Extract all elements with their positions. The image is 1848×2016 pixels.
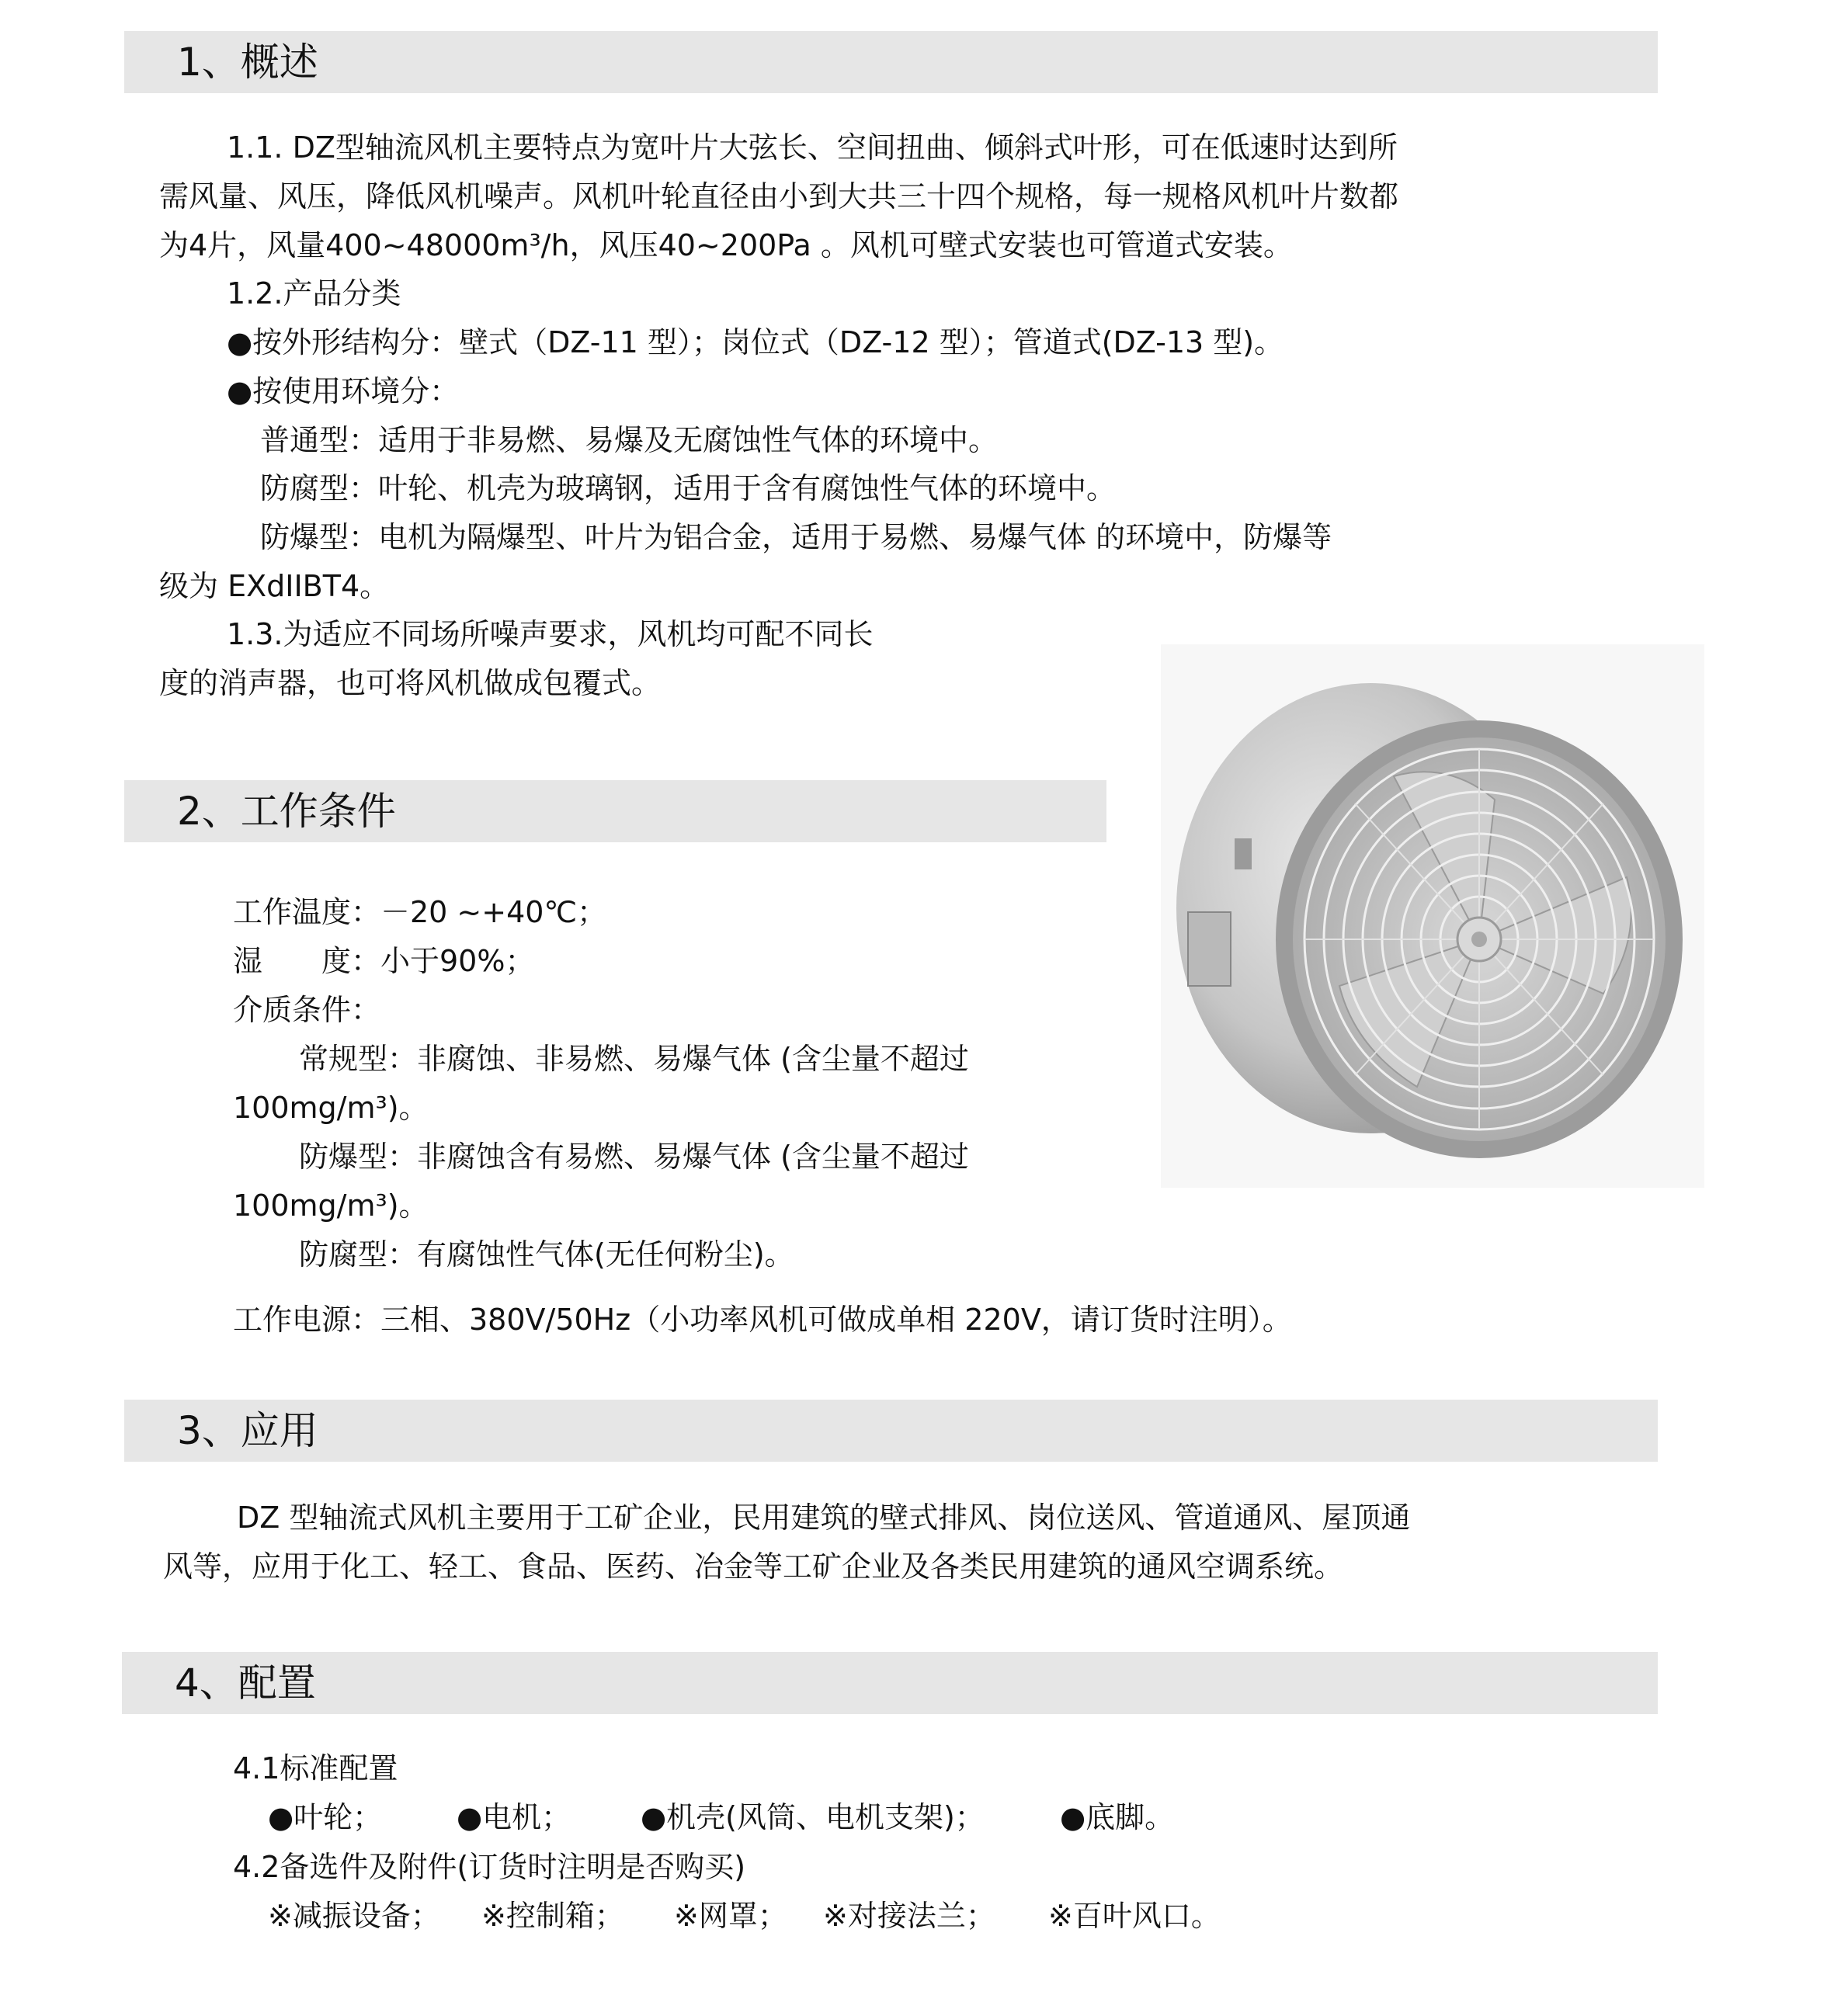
medium-corrosive: 防腐型：有腐蚀性气体(无任何粉尘)。 <box>299 1237 794 1272</box>
optional-item-guard: ※网罩； <box>674 1899 787 1933</box>
type-normal: 普通型：适用于非易燃、易爆及无腐蚀性气体的环境中。 <box>260 423 999 457</box>
optional-item-flange: ※对接法兰； <box>823 1899 995 1933</box>
type-explosion-proof-cont: 级为 EXdIIBT4。 <box>159 569 390 603</box>
silencer-text: 1.3.为适应不同场所噪声要求，风机均可配不同长 <box>227 617 874 651</box>
section-1-header: 1、概述 <box>124 31 1658 93</box>
medium-explosion: 防爆型：非腐蚀含有易燃、易爆气体 (含尘量不超过 <box>299 1140 969 1174</box>
classification-heading: 1.2.产品分类 <box>227 276 401 311</box>
standard-item-housing: ●机壳(风筒、电机支架)； <box>641 1800 985 1834</box>
work-humidity: 湿 度：小于90%； <box>233 944 535 978</box>
section-2-header: 2、工作条件 <box>124 780 1106 842</box>
medium-conditions: 介质条件： <box>233 993 381 1027</box>
optional-item-damper: ※减振设备； <box>268 1899 440 1933</box>
optional-item-louver: ※百叶风口。 <box>1048 1899 1221 1933</box>
medium-regular-cont: 100mg/m³)。 <box>233 1091 429 1125</box>
optional-item-control-box: ※控制箱； <box>481 1899 624 1933</box>
power-supply: 工作电源：三相、380V/50Hz（小功率风机可做成单相 220V，请订货时注明）。 <box>233 1303 1292 1337</box>
silencer-text: 度的消声器，也可将风机做成包覆式。 <box>159 666 662 700</box>
classification-by-environment: ●按使用环境分： <box>227 374 460 408</box>
overview-text: 为4片，风量400~48000m³/h，风压40~200Pa 。风机可壁式安装也可管道式安装。 <box>159 228 1293 262</box>
optional-config-heading: 4.2备选件及附件(订货时注明是否购买) <box>233 1850 746 1884</box>
standard-config-heading: 4.1标准配置 <box>233 1751 398 1785</box>
work-temperature: 工作温度：－20 ~+40℃； <box>233 895 607 929</box>
application-text: 风等，应用于化工、轻工、食品、医药、冶金等工矿企业及各类民用建筑的通风空调系统。 <box>163 1549 1344 1584</box>
section-3-header: 3、应用 <box>124 1400 1658 1462</box>
standard-item-motor: ●电机； <box>457 1800 571 1834</box>
type-anticorrosion: 防腐型：叶轮、机壳为玻璃钢，适用于含有腐蚀性气体的环境中。 <box>260 471 1117 505</box>
standard-item-base: ●底脚。 <box>1060 1800 1175 1834</box>
application-text: DZ 型轴流式风机主要用于工矿企业，民用建筑的壁式排风、岗位送风、管道通风、屋顶通 <box>237 1501 1411 1535</box>
medium-regular: 常规型：非腐蚀、非易燃、易爆气体 (含尘量不超过 <box>299 1042 969 1076</box>
medium-explosion-cont: 100mg/m³)。 <box>233 1188 429 1223</box>
classification-by-structure: ●按外形结构分：壁式（DZ-11 型）；岗位式（DZ-12 型）；管道式(DZ-13 型)。 <box>227 325 1284 359</box>
section-4-header: 4、配置 <box>122 1652 1658 1714</box>
axial-fan-image <box>1161 644 1704 1188</box>
standard-item-impeller: ●叶轮； <box>268 1800 383 1834</box>
type-explosion-proof: 防爆型：电机为隔爆型、叶片为铝合金，适用于易燃、易爆气体 的环境中，防爆等 <box>260 520 1332 554</box>
overview-text: 1.1. DZ型轴流风机主要特点为宽叶片大弦长、空间扭曲、倾斜式叶形，可在低速时达到所 <box>227 130 1398 165</box>
overview-text: 需风量、风压，降低风机噪声。风机叶轮直径由小到大共三十四个规格，每一规格风机叶片数都 <box>159 179 1399 213</box>
